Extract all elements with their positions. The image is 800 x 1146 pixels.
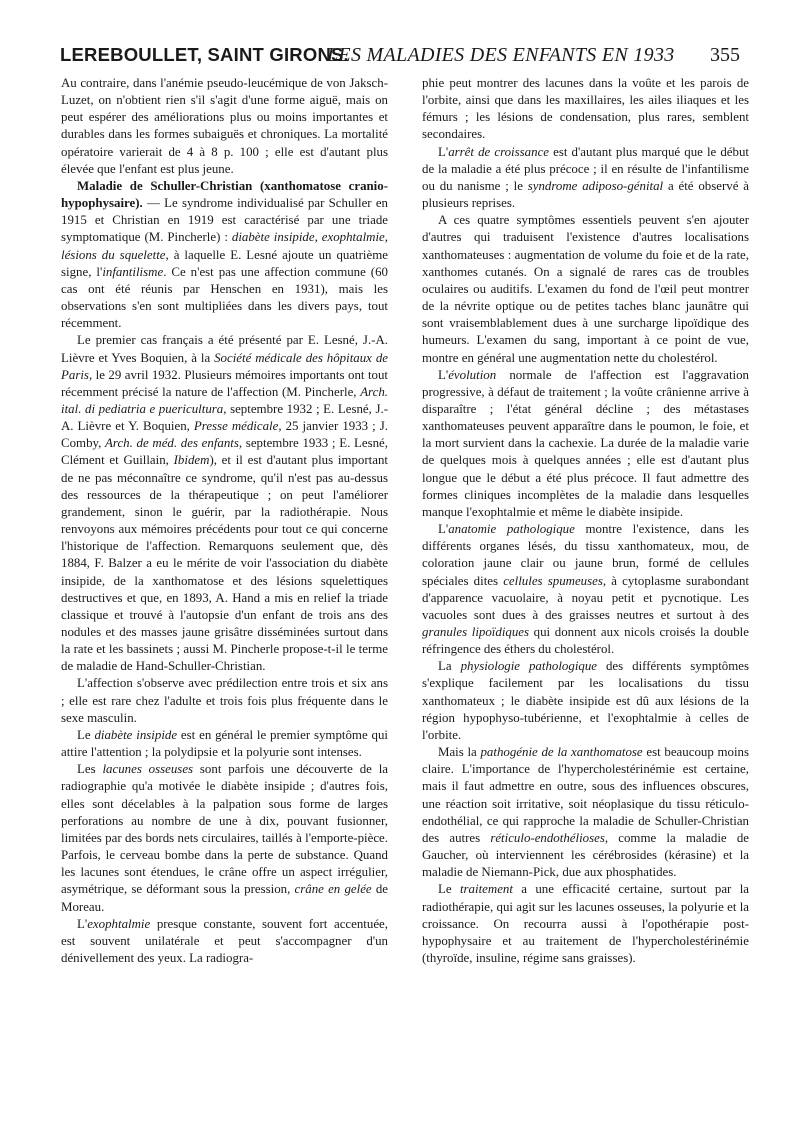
- paragraph: Au contraire, dans l'anémie pseudo-leucémique de von Jaksch-Luzet, on n'obtient rien s'il s'agit d'une forme aiguë, mais on peut espérer des améliorations plus ou moins importantes et durables dans les formes subaiguës et chroniques. La mortalité opératoire varierait de 4 à 8 p. 100 ; elle est d'autant plus élevée que l'enfant est plus jeune.: [61, 76, 388, 176]
- section-heading: Maladie de Schuller-Christian (xanthomatose cranio-hypophysaire).: [61, 178, 388, 211]
- paragraph: L'arrêt de croissance est d'autant plus marqué que le début de la maladie a été plus précoce ; il en résulte de l'infantilisme ou du nanisme ; le syndrome adiposo-génital a été observé à plusieurs reprises.: [422, 144, 750, 211]
- paragraph: L'évolution normale de l'affection est l'aggravation progressive, à défaut de traitement ; la voûte crânienne arrive à disparaître ; l'état général décline ; des métastases xanthomateuses peuvent apparaître dans le poumon, le foie, et la mort survient dans la cachexie. La durée de la maladie varie de quelques mois à quelques années ; elle est d'autant plus longue que le début a été plus précoce. Il faut admettre des formes cliniques incomplètes de la maladie dans lesquelles manque l'exophtalmie et même le diabète insipide.: [422, 367, 749, 519]
- paragraph: La physiologie pathologique des différents symptômes s'explique facilement par les localisations du tissu xanthomateux ; le diabète insipide est dû aux lésions de la région hypophyso-tubérienne, et l'exophtalmie à celles de l'orbite.: [422, 659, 749, 742]
- paragraph: Maladie de Schuller-Christian (xanthomatose cranio-hypophysaire). — Le syndrome individualisé par Schuller en 1915 et Christian en 1919 est caractérisé par une triade symptomatique (M. Pincherle) : diabète insipide, exophtalmie, lésions du squelette, à laquelle E. Lesné ajoute un quatrième signe, l'infantilisme. Ce n'est pas une affection commune (60 cas ont été réunis par Henschen en 1931), mais les observations s'en sont multipliées dans les divers pays, tout récemment.: [61, 178, 389, 331]
- paragraph: A ces quatre symptômes essentiels peuvent s'en ajouter d'autres qui traduisent l'existence d'autres localisations xanthomateuses : augmentation de volume du foie et de la rate, xanthomes cutanés. On a signalé de rares cas de troubles oculaires ou auditifs. L'examen du fond de l'œil peut montrer de la névrite optique ou de petites taches blanc jaunâtre qui sont vraisemblablement dues à une surcharge lipoïdique des humeurs. L'examen du sang, important à ce point de vue, montre en général une augmentation nette du cholestérol.: [422, 213, 749, 365]
- right-column: [422, 75, 749, 967]
- page-number: 355: [710, 44, 740, 66]
- paragraph: Les lacunes osseuses sont parfois une découverte de la radiographie qu'a motivée le diabète insipide ; d'autres fois, elles sont décelables à la palpation sous forme de larges perforations au nombre de une à dix, pouvant fusionner, limitées par des bords nets circulaires, taillés à l'emporte-pièce. Parfois, le cerveau bombe dans la perte de substance. Quand les lacunes sont étendues, le crâne offre un aspect irrégulier, asymétrique, se déformant sous la pression, crâne en gelée de Moreau.: [61, 762, 389, 914]
- page-header: [60, 44, 740, 70]
- paragraph: L'exophtalmie presque constante, souvent fort accentuée, est souvent unilatérale et peut s'accompagner d'un dénivellement des yeux. La radiogra-: [61, 916, 388, 965]
- left-column: [61, 75, 388, 967]
- running-head-authors: LEREBOULLET, SAINT GIRONS.: [60, 44, 349, 65]
- paragraph: Mais la pathogénie de la xanthomatose est beaucoup moins claire. L'importance de l'hypercholestérinémie est certaine, mais il faut admettre en outre, sous des influences obscures, une réaction soit irritative, soit néoplasique du tissu réticulo-endothélial, ce qui rapproche la maladie de Schuller-Christian des autres réticulo-endothélioses, comme la maladie de Gaucher, où interviennent les cérébrosides (kérasine) et la maladie de Niemann-Pick, due aux phosphatides.: [422, 745, 749, 880]
- paragraph: Le traitement a une efficacité certaine, surtout par la radiothérapie, qui agit sur les lacunes osseuses, la polyurie et la croissance. On recourra aussi à l'opothérapie post-hypophysaire et au traitement de l'hypercholestérinémie (thyroïde, insuline, régime sans graisses).: [422, 882, 749, 965]
- paragraph: L'anatomie pathologique montre l'existence, dans les différents organes lésés, du tissu xanthomateux, mou, de coloration jaune clair ou jaune brun, formé de cellules spéciales dites cellules spumeuses, à cytoplasme surabondant d'apparence vacuolaire, à noyau petit et pycnotique. Les vacuoles sont dues à des graisses neutres et surtout à des granules lipoïdiques qui donnent aux nicols croisés la double réfringence des éthers du cholestérol.: [422, 522, 750, 657]
- paragraph: L'affection s'observe avec prédilection entre trois et six ans ; elle est rare chez l'adulte et trois fois plus fréquente dans le sexe masculin.: [61, 676, 388, 725]
- running-head-title: LES MALADIES DES ENFANTS EN 1933: [327, 44, 675, 66]
- paragraph: Le premier cas français a été présenté par E. Lesné, J.-A. Lièvre et Yves Boquien, à la Société médicale des hôpitaux de Paris, le 29 avril 1932. Plusieurs mémoires importants ont tout récemment précisé la nature de l'affection (M. Pincherle, Arch. ital. di pediatria e puericultura, septembre 1932 ; E. Lesné, J.-A. Lièvre et Y. Boquien, Presse médicale, 25 janvier 1933 ; J. Comby, Arch. de méd. des enfants, septembre 1933 ; E. Lesné, Clément et Guillain, Ibidem), et il est d'autant plus important de ne pas méconnaître ce syndrome, qu'il n'est pas au-dessus des ressources de la thérapeutique ; on peut l'améliorer grandement, sinon le guérir, par la radiothérapie. Nous renvoyons aux mémoires précédents pour tout ce qui concerne l'historique de l'affection. Remarquons seulement que, dès 1884, F. Balzer a eu le mérite de voir l'association du diabète insipide, de la xanthomatose et des lésions squelettiques destructives et que, en 1893, A. Hand a mis en relief la triade classique et trouvé à l'autopsie d'un enfant de trois ans des nodules et des masses jaune grisâtre disséminées surtout dans la rate et les bassinets ; aussi M. Pincherle propose-t-il le terme de maladie de Hand-Schuller-Christian.: [61, 333, 388, 674]
- paragraph: Le diabète insipide est en général le premier symptôme qui attire l'attention ; la polydipsie et la polyurie sont intenses.: [61, 727, 389, 760]
- paragraph: phie peut montrer des lacunes dans la voûte et les parois de l'orbite, ainsi que dans les maxillaires, les ailes iliaques et les fémurs ; les lésions de condensation, plus rares, semblent secondaires.: [422, 76, 749, 142]
